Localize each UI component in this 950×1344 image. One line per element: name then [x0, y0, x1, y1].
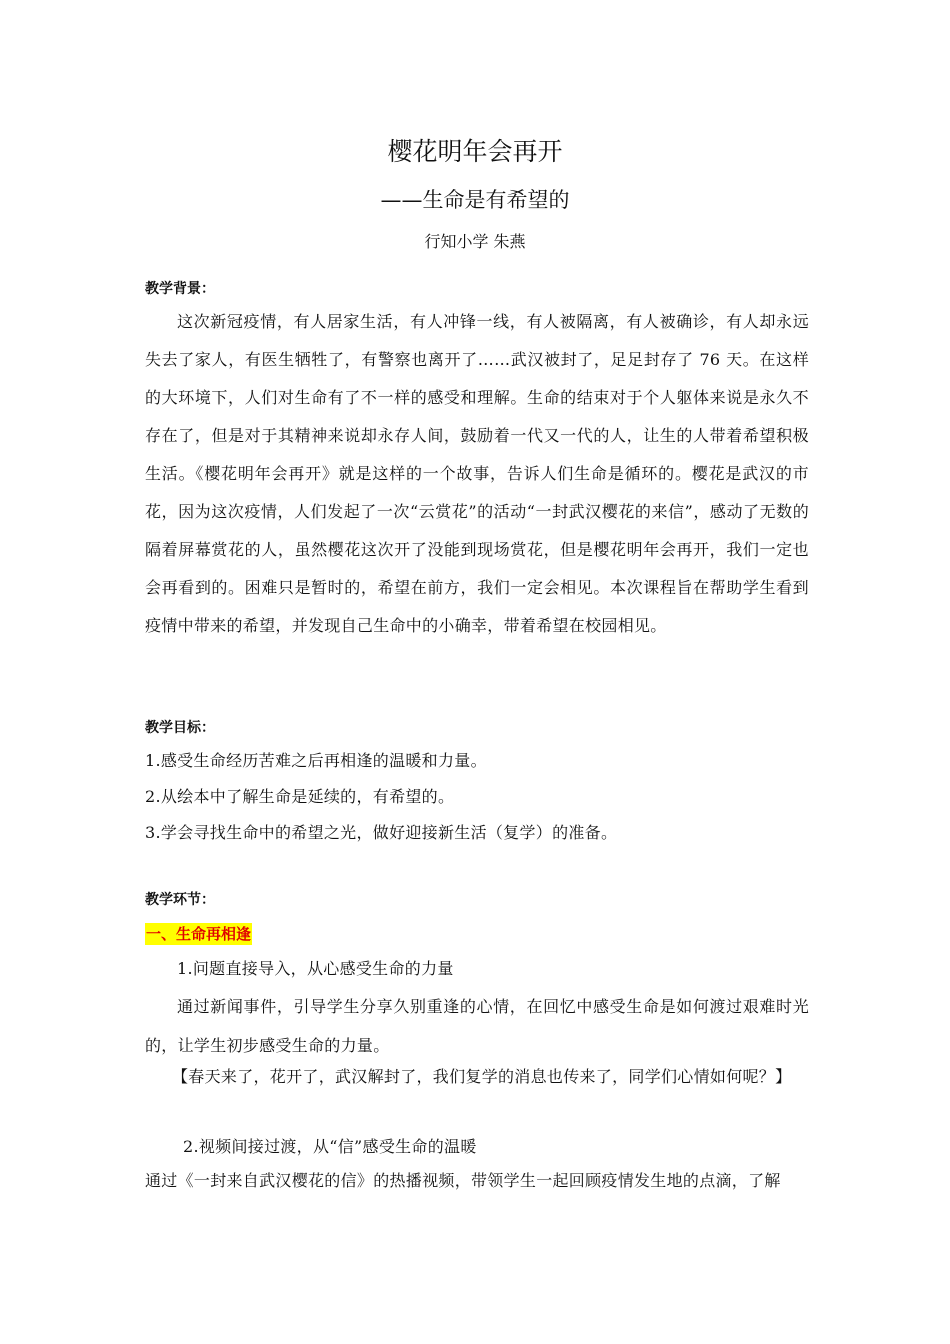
goal-item-1: 1.感受生命经历苦难之后再相逢的温暖和力量。: [145, 751, 487, 770]
sub2-text: 通过《一封来自武汉樱花的信》的热播视频，带领学生一起回顾疫情发生地的点滴，了解: [145, 1171, 781, 1190]
goals-heading: 教学目标：: [145, 720, 215, 736]
section1-title: 一、生命再相逢: [146, 925, 252, 943]
background-paragraph: 这次新冠疫情，有人居家生活，有人冲锋一线，有人被隔离，有人被确诊，有人却永远失去了家人，有医生牺牲了，有警察也离开了……武汉被封了，足足封存了 76 天。在这样的大环境下，人们对生命有了不一样的感受和理解。生命的结束对于个人躯体来说是永久不存在了，但是对于其精神来说却永存人间，鼓励着一代又一代的人，让生的人带着希望积极生活。《樱花明年会再开》就是这样的一个故事，告诉人们生命是循环的。樱花是武汉的市花，因为这次疫情，人们发起了一次“云赏花”的活动“一封武汉樱花的来信”，感动了无数的隔着屏幕赏花的人，虽然樱花这次开了没能到现场赏花，但是樱花明年会再开，我们一定也会再看到的。困难只是暂时的，希望在前方，我们一定会相见。本次课程旨在帮助学生看到疫情中带来的希望，并发现自己生命中的小确幸，带着希望在校园相见。: [145, 312, 809, 635]
sub1-heading: 1.问题直接导入，从心感受生命的力量: [177, 959, 454, 978]
document-author: 行知小学 朱燕: [424, 232, 526, 251]
goal-item-3: 3.学会寻找生命中的希望之光，做好迎接新生活（复学）的准备。: [145, 823, 618, 842]
document-title: 樱花明年会再开: [387, 137, 563, 166]
document-subtitle: ——生命是有希望的: [380, 188, 570, 212]
goal-item-2: 2.从绘本中了解生命是延续的，有希望的。: [145, 787, 455, 806]
steps-heading: 教学环节：: [145, 892, 215, 908]
sub1-text: 通过新闻事件，引导学生分享久别重逢的心情，在回忆中感受生命是如何渡过艰难时光的，让学生初步感受生命的力量。: [145, 997, 809, 1055]
sub1-quote: 【春天来了，花开了，武汉解封了，我们复学的消息也传来了，同学们心情如何呢？】: [172, 1067, 792, 1086]
background-heading: 教学背景：: [145, 281, 215, 297]
sub2-heading: 2.视频间接过渡，从“信”感受生命的温暖: [183, 1137, 477, 1156]
